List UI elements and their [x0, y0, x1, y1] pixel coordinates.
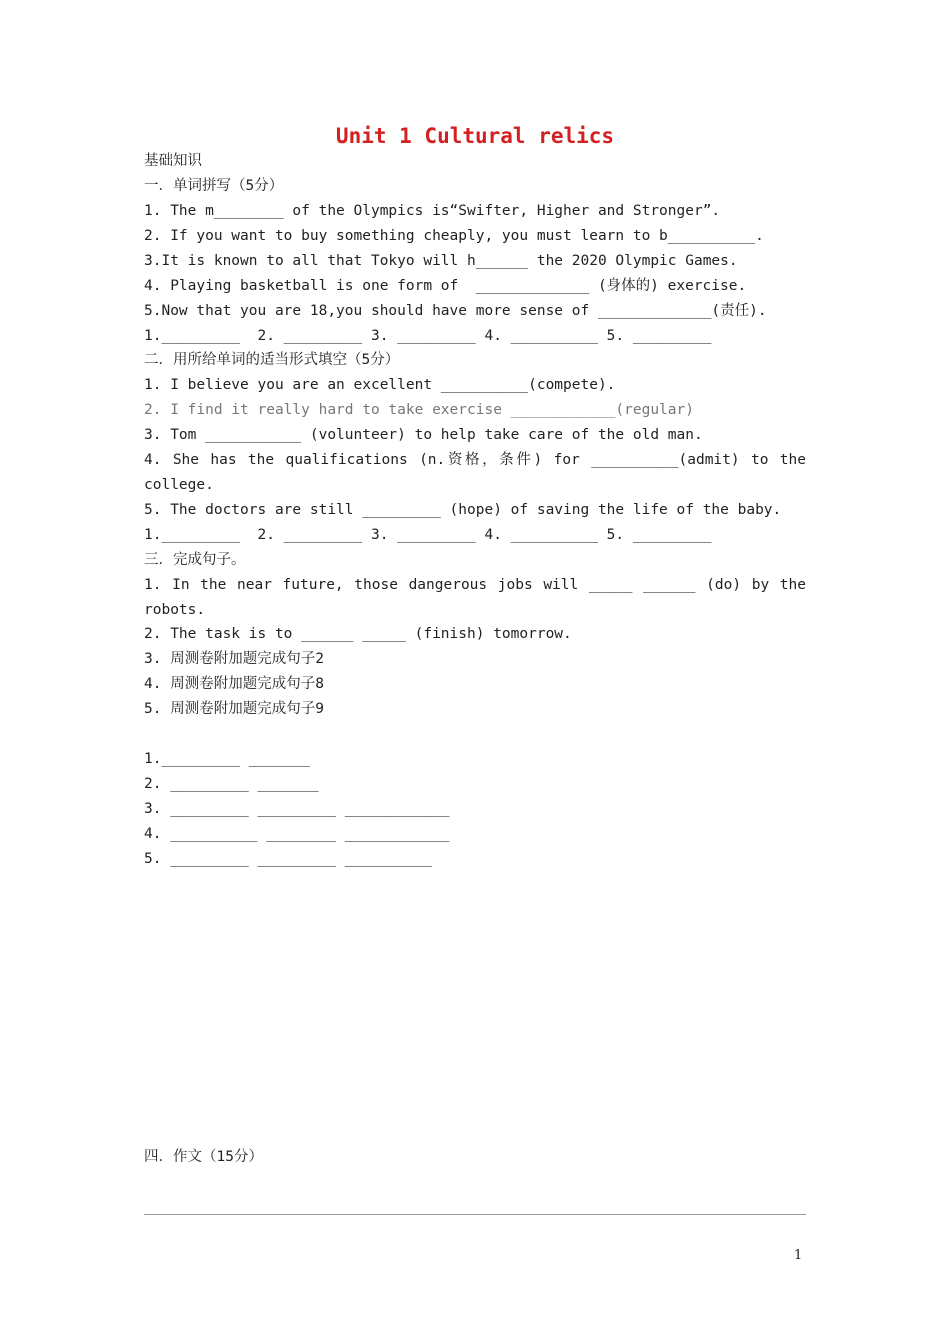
sentence-question-3: 3. 周测卷附加题完成句子2 [144, 651, 324, 667]
word-form-question-3: 3. Tom ___________ (volunteer) to help take care of the old man. [144, 427, 703, 443]
word-form-question-2: 2. I find it really hard to take exercise ____________(regular) [144, 402, 694, 418]
spelling-question-4: 4. Playing basketball is one form of _____________ (身体的) exercise. [144, 278, 747, 294]
section-heading-sentences: 三．完成句子。 [144, 552, 246, 568]
spelling-question-5: 5.Now that you are 18,you should have more sense of _____________(责任). [144, 303, 767, 319]
word-form-question-4: 4. She has the qualifications (n.资格，条件) for __________(admit) to the [144, 452, 806, 468]
spelling-question-3: 3.It is known to all that Tokyo will h______ the 2020 Olympic Games. [144, 253, 738, 269]
sentence-question-2: 2. The task is to ______ _____ (finish) tomorrow. [144, 626, 572, 642]
sentence-question-4: 4. 周测卷附加题完成句子8 [144, 676, 324, 692]
spelling-answer-blanks: 1._________ 2. _________ 3. _________ 4. __________ 5. _________ [144, 328, 712, 344]
sentence-question-5: 5. 周测卷附加题完成句子9 [144, 701, 324, 717]
document-title: Unit 1 Cultural relics [335, 124, 615, 148]
composition-writing-line [144, 1214, 806, 1215]
section-heading-composition: 四．作文（15分） [144, 1149, 263, 1165]
sentence-question-1: 1. In the near future, those dangerous jobs will _____ ______ (do) by the [144, 577, 806, 593]
spelling-question-2: 2. If you want to buy something cheaply, you must learn to b__________. [144, 228, 764, 244]
sentence-answer-5: 5. _________ _________ __________ [144, 851, 433, 867]
section-heading-word-forms: 二．用所给单词的适当形式填空（5分） [144, 352, 400, 368]
page-number: 1 [794, 1248, 803, 1263]
sentence-answer-3: 3. _________ _________ ____________ [144, 801, 450, 817]
word-form-question-5: 5. The doctors are still _________ (hope) of saving the life of the baby. [144, 502, 782, 518]
sentence-answer-2: 2. _________ _______ [144, 776, 319, 792]
section-heading-spelling: 一．单词拼写（5分） [144, 178, 284, 194]
word-form-question-1: 1. I believe you are an excellent __________(compete). [144, 377, 616, 393]
sentence-answer-1: 1._________ _______ [144, 751, 310, 767]
spelling-question-1: 1. The m________ of the Olympics is“Swifter, Higher and Stronger”. [144, 203, 721, 219]
word-form-answer-blanks: 1._________ 2. _________ 3. _________ 4. __________ 5. _________ [144, 527, 712, 543]
section-heading-basics: 基础知识 [144, 153, 202, 169]
word-form-question-4-cont: college. [144, 477, 214, 493]
sentence-answer-4: 4. __________ ________ ____________ [144, 826, 450, 842]
sentence-question-1-cont: robots. [144, 602, 206, 618]
